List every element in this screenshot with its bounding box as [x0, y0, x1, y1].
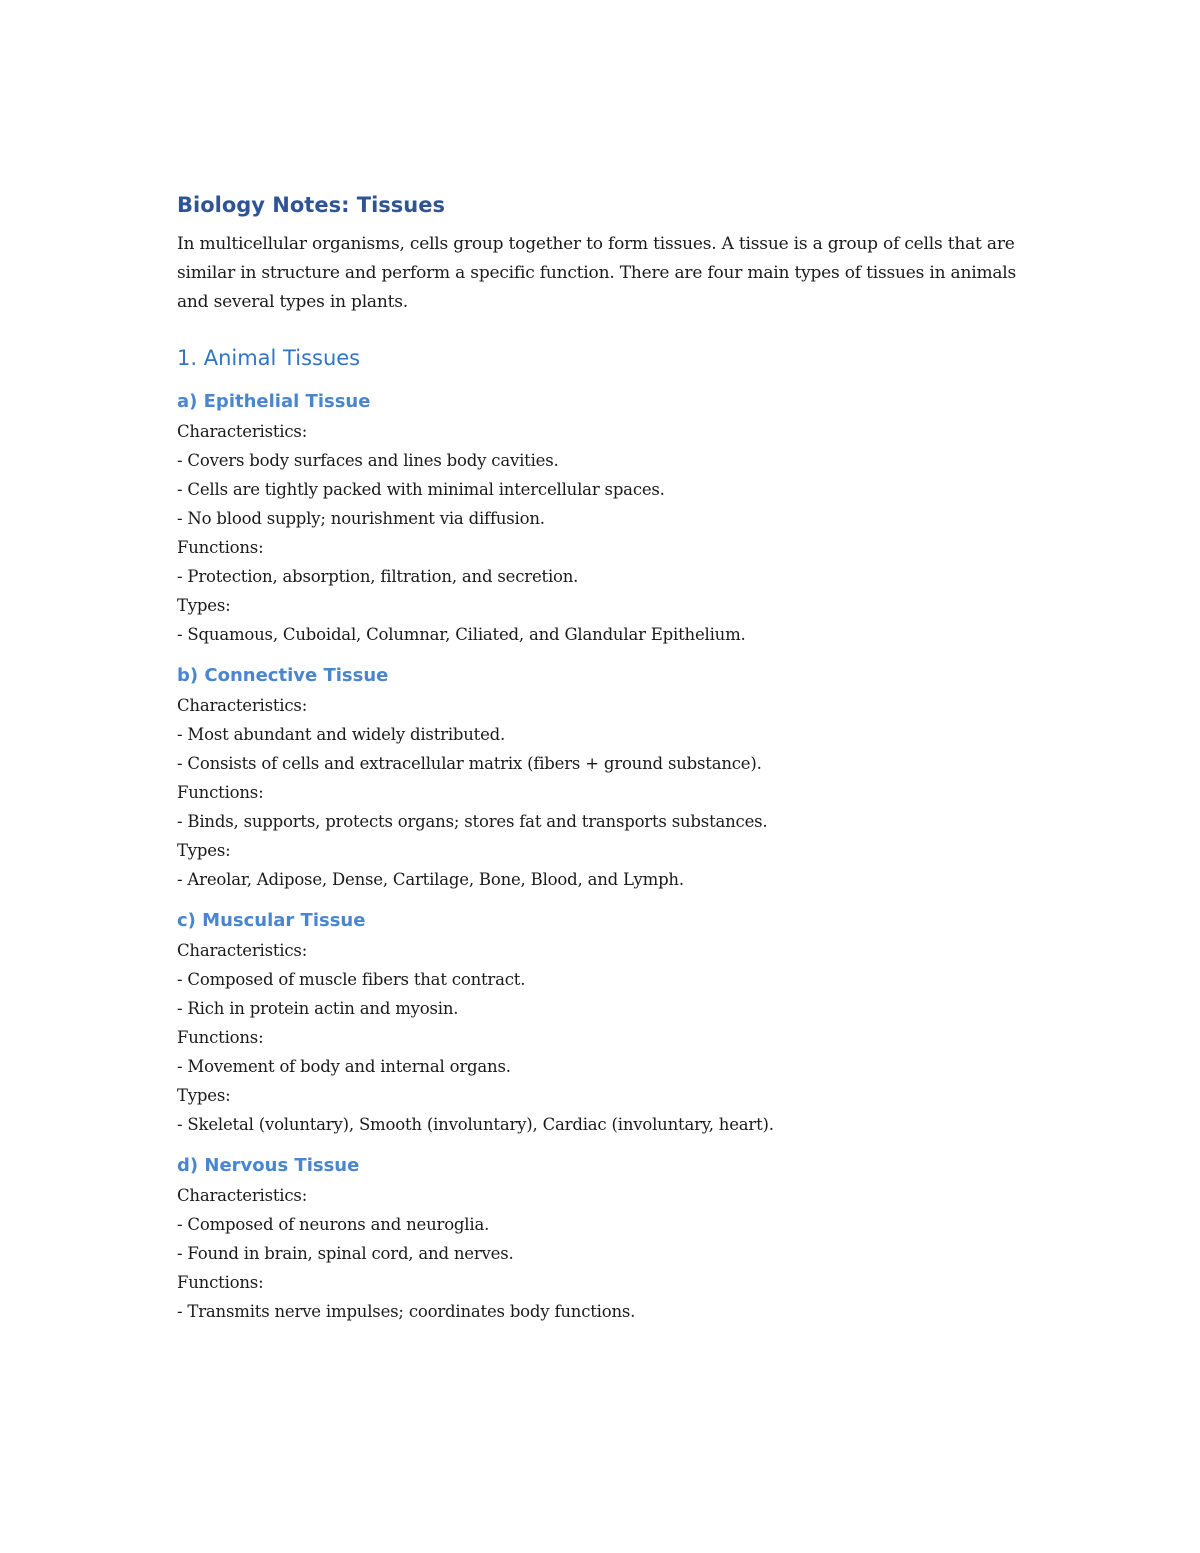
text-line: Characteristics: — [177, 422, 308, 441]
text-line: Types: — [177, 596, 231, 615]
text-line: - Protection, absorption, filtration, and secretion. — [177, 567, 579, 586]
subsection-nervous — [177, 1151, 1037, 1326]
text-line: - No blood supply; nourishment via diffusion. — [177, 509, 545, 528]
text-line: - Squamous, Cuboidal, Columnar, Ciliated, and Glandular Epithelium. — [177, 625, 746, 644]
text-line: Types: — [177, 841, 231, 860]
text-line: Types: — [177, 1086, 231, 1105]
text-line: - Rich in protein actin and myosin. — [177, 999, 459, 1018]
text-line: - Composed of muscle fibers that contract. — [177, 970, 526, 989]
text-line: - Cells are tightly packed with minimal intercellular spaces. — [177, 480, 665, 499]
text-line: - Found in brain, spinal cord, and nerves. — [177, 1244, 514, 1263]
text-line: - Most abundant and widely distributed. — [177, 725, 506, 744]
text-line: - Binds, supports, protects organs; stores fat and transports substances. — [177, 812, 768, 831]
text-line: - Skeletal (voluntary), Smooth (involuntary), Cardiac (involuntary, heart). — [177, 1115, 774, 1134]
subsection-heading: b) Connective Tissue — [177, 665, 389, 686]
subsection-heading: d) Nervous Tissue — [177, 1155, 360, 1176]
subsection-heading: c) Muscular Tissue — [177, 910, 366, 931]
document-page — [177, 188, 1037, 1338]
intro-paragraph: In multicellular organisms, cells group together to form tissues. A tissue is a group of cells that are similar in structure and perform a specific function. There are four main types of tissues in animals and several types in plants. — [177, 234, 1017, 312]
text-line: - Areolar, Adipose, Dense, Cartilage, Bone, Blood, and Lymph. — [177, 870, 684, 889]
text-line: Characteristics: — [177, 941, 308, 960]
text-line: Characteristics: — [177, 1186, 308, 1205]
text-line: - Consists of cells and extracellular matrix (fibers + ground substance). — [177, 754, 762, 773]
text-line: Functions: — [177, 1273, 264, 1292]
document-title: Biology Notes: Tissues — [177, 193, 445, 217]
text-line: Characteristics: — [177, 696, 308, 715]
text-line: Functions: — [177, 1028, 264, 1047]
subsection-muscular — [177, 906, 1037, 1139]
section-heading-animal-tissues: 1. Animal Tissues — [177, 346, 361, 370]
text-line: - Movement of body and internal organs. — [177, 1057, 511, 1076]
text-line: - Composed of neurons and neuroglia. — [177, 1215, 490, 1234]
text-line: - Transmits nerve impulses; coordinates body functions. — [177, 1302, 636, 1321]
text-line: Functions: — [177, 538, 264, 557]
text-line: Functions: — [177, 783, 264, 802]
subsection-epithelial — [177, 387, 1037, 649]
subsection-heading: a) Epithelial Tissue — [177, 391, 371, 412]
text-line: - Covers body surfaces and lines body cavities. — [177, 451, 559, 470]
subsection-connective — [177, 661, 1037, 894]
